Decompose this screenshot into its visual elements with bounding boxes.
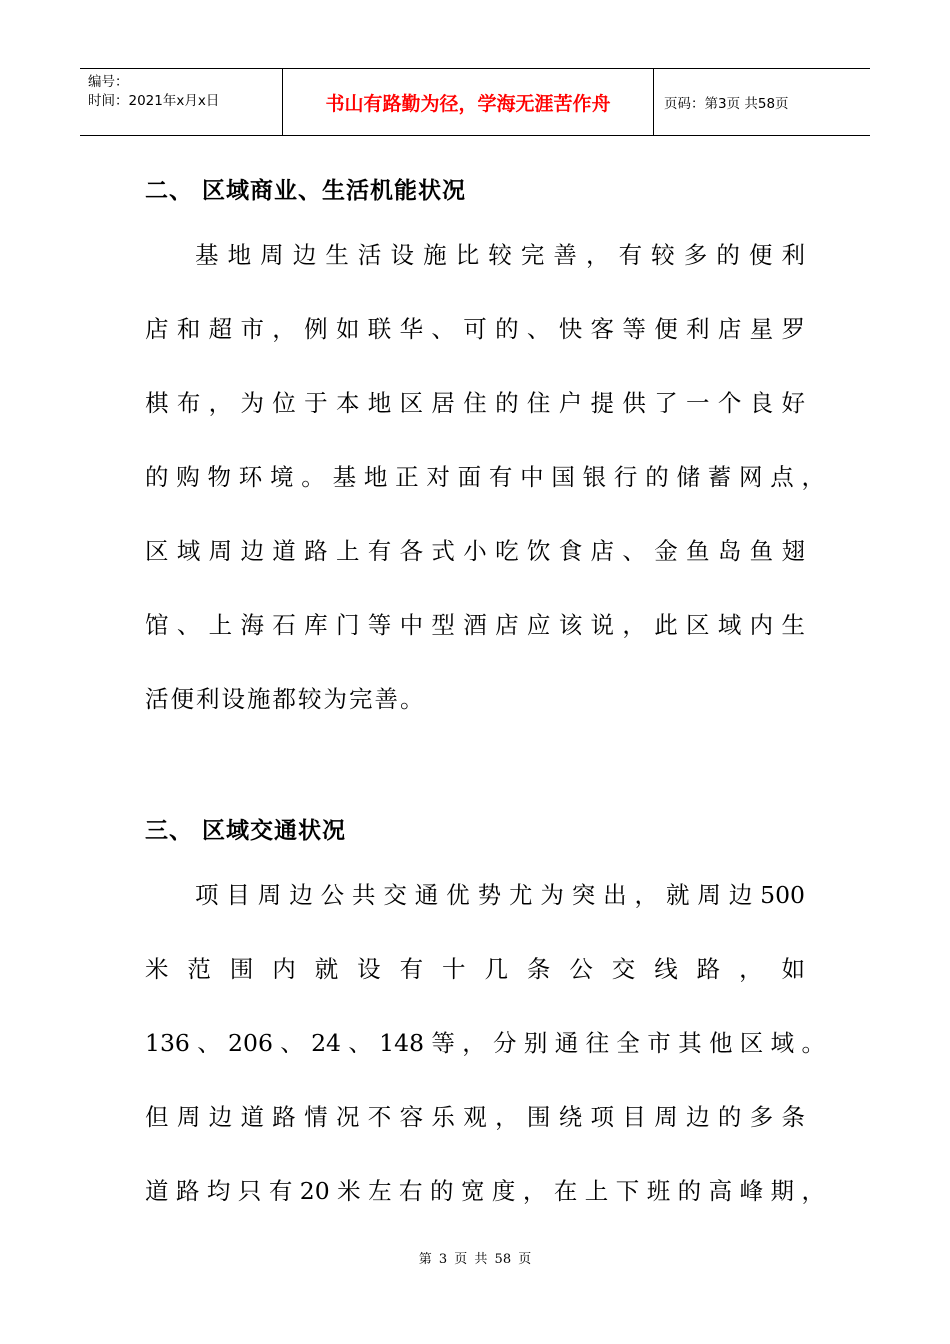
paragraph-line: 的购物环境。基地正对面有中国银行的储蓄网点， [145,463,825,491]
paragraph-line: 棋布，为位于本地区居住的住户提供了一个良好 [145,389,805,417]
paragraph-line: 道路均只有20米左右的宽度，在上下班的高峰期， [145,1177,825,1205]
page-footer: 第 3 页 共 58 页 [418,1252,532,1267]
paragraph-line: 店和超市，例如联华、可的、快客等便利店星罗 [145,315,805,343]
header-motto: 书山有路勤为径，学海无涯苦作舟 [282,69,654,135]
paragraph-line: 区域周边道路上有各式小吃饮食店、金鱼岛鱼翅 [145,537,805,565]
paragraph-line: 活便利设施都较为完善。 [145,685,426,713]
paragraph-line: 馆、上海石库门等中型酒店应该说，此区域内生 [145,611,805,639]
number-label: 编号： [88,74,129,90]
header-page-info: 页码：第3页 共58页 [664,96,789,112]
paragraph-line: 136、206、24、148等，分别通往全市其他区域。 [145,1029,825,1057]
header-meta [80,69,282,135]
paragraph-line: 基地周边生活设施比较完善，有较多的便利 [195,241,805,269]
time-label: 时间：2021年x月x日 [88,93,220,109]
section-3-heading: 三、 区域交通状况 [145,818,347,844]
paragraph-line: 米范围内就设有十几条公交线路，如 [145,955,805,983]
page-header [80,68,870,136]
paragraph-line: 但周边道路情况不容乐观，围绕项目周边的多条 [145,1103,805,1131]
paragraph-line: 项目周边公共交通优势尤为突出，就周边500 [195,881,805,909]
section-2-heading: 二、 区域商业、生活机能状况 [145,178,467,204]
